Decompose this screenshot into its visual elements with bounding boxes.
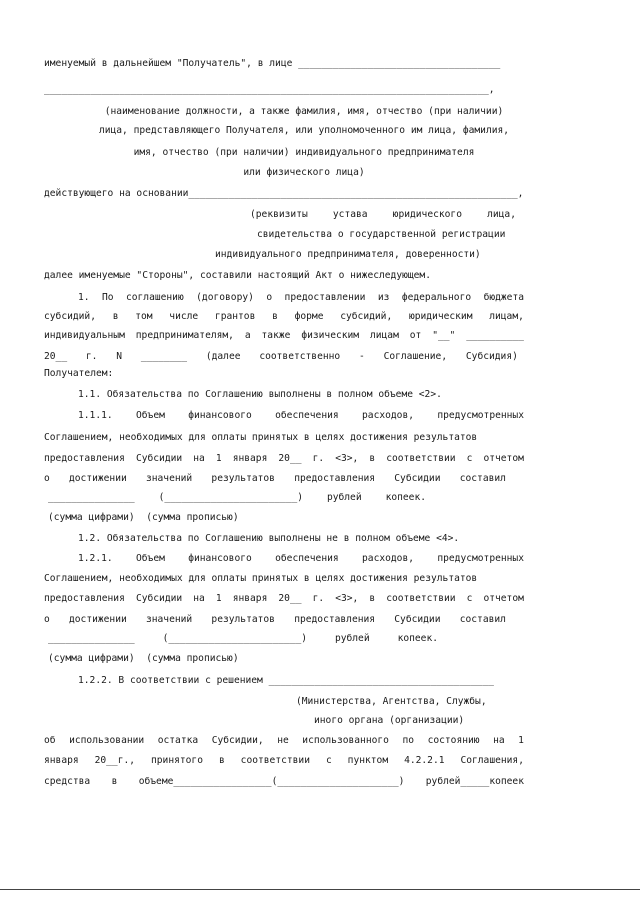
clause-1-1-1-line-2: Соглашением, необходимых для оплаты принятых в целях достижения результатов (44, 432, 478, 443)
clause-1-line-2: субсидий, в том числе грантов в форме субсидий, юридическим лицам, (44, 311, 524, 322)
caption-ministry: (Министерства, Агентства, Службы, (296, 696, 487, 707)
caption-other-body: иного органа (организации) (314, 715, 465, 726)
representative-blank-line: _____________________________________________________________________________, (44, 84, 495, 95)
basis-line: действующего на основании_________________________________________________________, (44, 188, 524, 199)
clause-1-1-1-line-1: 1.1.1. Объем финансового обеспечения расходов, предусмотренных (78, 410, 524, 421)
recipient-line: именуемый в дальнейшем "Получатель", в лице ___________________________________ (44, 58, 501, 69)
clause-1-2-2: 1.2.2. В соответствии с решением _______________________________________ (78, 675, 494, 686)
amount-caption-1: (сумма цифрами) (сумма прописью) (48, 512, 239, 523)
caption-position-name: (наименование должности, а также фамилия, имя, отчество (при наличии) (104, 106, 504, 117)
caption-representative: лица, представляющего Получателя, или уполномоченного им лица, фамилия, (98, 125, 510, 136)
clause-1-1-1-line-4: о достижении значений результатов предоставления Субсидии составил (44, 473, 506, 484)
clause-1-2-1-line-3: предоставления Субсидии на 1 января 20__ г. <3>, в соответствии с отчетом (44, 593, 524, 604)
clause-1-line-4: 20__ г. N ________ (далее соответственно - Соглашение, Субсидия) (44, 351, 518, 362)
balance-line-1: об использовании остатка Субсидии, не использованного по состоянию на 1 (44, 735, 524, 746)
caption-registration: свидетельства о государственной регистрации (257, 229, 506, 240)
clause-1-2-1-line-2: Соглашением, необходимых для оплаты принятых в целях достижения результатов (44, 573, 478, 584)
caption-power-of-attorney: индивидуального предпринимателя, доверенности) (215, 249, 481, 260)
recipient-label: Получателем: (44, 368, 114, 379)
balance-line-3: средства в объеме_________________(_____________________) рублей_____копеек (44, 776, 524, 787)
clause-1-1: 1.1. Обязательства по Соглашению выполнены в полном объеме <2>. (78, 389, 442, 400)
clause-1-1-1-line-3: предоставления Субсидии на 1 января 20__ г. <3>, в соответствии с отчетом (44, 453, 524, 464)
clause-1-line-3: индивидуальным предпринимателям, а также физическим лицам от "__" __________ (44, 330, 524, 341)
clause-1-2-1-line-1: 1.2.1. Объем финансового обеспечения расходов, предусмотренных (78, 553, 524, 564)
parties-line: далее именуемые "Стороны", составили настоящий Акт о нижеследующем. (44, 270, 431, 281)
caption-charter: (реквизиты устава юридического лица, (250, 209, 516, 220)
balance-line-2: января 20__г., принятого в соответствии с пунктом 4.2.2.1 Соглашения, (44, 755, 524, 766)
amount-caption-2: (сумма цифрами) (сумма прописью) (48, 653, 239, 664)
clause-1-line-1: 1. По соглашению (договору) о предоставлении из федерального бюджета (78, 292, 524, 303)
caption-entrepreneur: имя, отчество (при наличии) индивидуального предпринимателя (133, 147, 475, 158)
clause-1-2-1-line-4: о достижении значений результатов предоставления Субсидии составил (44, 614, 506, 625)
page-bottom-rule (0, 889, 640, 890)
clause-1-2: 1.2. Обязательства по Соглашению выполнены не в полном объеме <4>. (78, 533, 460, 544)
clause-1-1-1-amount-line: _______________ (_______________________) рублей копеек. (48, 492, 426, 503)
clause-1-2-1-amount-line: _______________ (_______________________) рублей копеек. (48, 633, 438, 644)
caption-individual: или физического лица) (243, 167, 365, 178)
